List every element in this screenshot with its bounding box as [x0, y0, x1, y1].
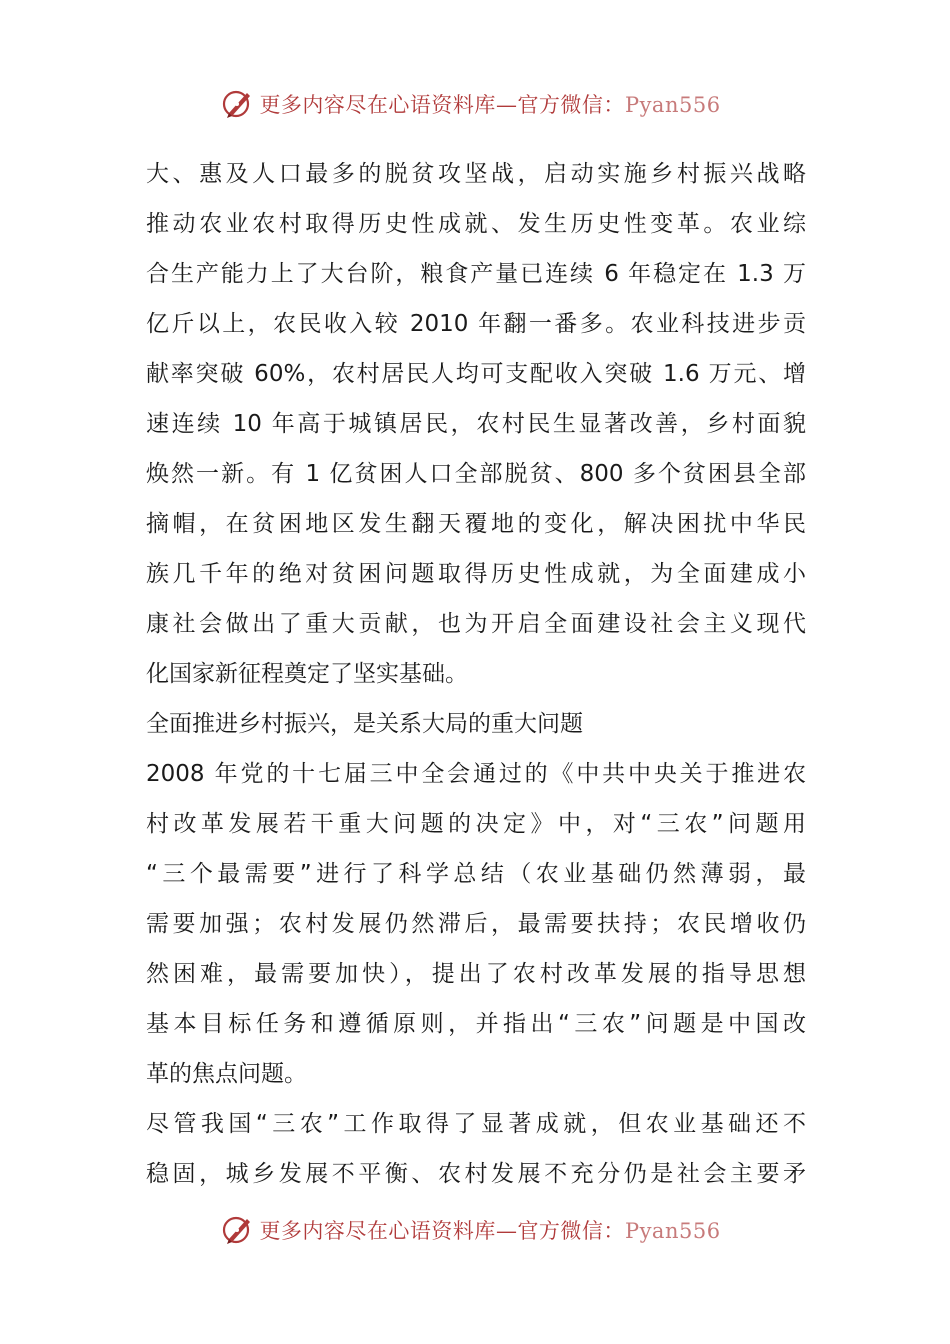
section-heading: 全面推进乡村振兴，是关系大局的重大问题 — [146, 711, 583, 737]
text-line: 康社会做出了重大贡献，也为开启全面建设社会主义现代 — [146, 611, 806, 637]
text-line: 摘帽，在贫困地区发生翻天覆地的变化，解决困扰中华民 — [146, 511, 806, 537]
text-line: 化国家新征程奠定了坚实基础。 — [146, 661, 468, 687]
text-line: 推动农业农村取得历史性成就、发生历史性变革。农业综 — [146, 211, 806, 237]
text-line: 基本目标任务和遵循原则，并指出“三农”问题是中国改 — [146, 1011, 806, 1037]
text-line: “三个最需要”进行了科学总结（农业基础仍然薄弱，最 — [146, 861, 806, 887]
text-line: 献率突破 60%，农村居民人均可支配收入突破 1.6 万元、增 — [146, 361, 806, 387]
text-line: 族几千年的绝对贫困问题取得历史性成就，为全面建成小 — [146, 561, 806, 587]
text-line: 焕然一新。有 1 亿贫困人口全部脱贫、800 多个贫困县全部 — [146, 461, 806, 487]
pen-logo-icon — [221, 1213, 255, 1247]
text-line: 需要加强；农村发展仍然滞后，最需要扶持；农民增收仍 — [146, 911, 806, 937]
pen-logo-icon — [221, 87, 255, 121]
text-line: 合生产能力上了大台阶，粮食产量已连续 6 年稳定在 1.3 万 — [146, 261, 806, 287]
text-line: 尽管我国“三农”工作取得了显著成就，但农业基础还不 — [146, 1111, 806, 1137]
header-watermark-banner — [0, 84, 950, 124]
header-watermark-text: 更多内容尽在心语资料库—官方微信：Pyan556 — [259, 93, 721, 117]
footer-watermark-banner — [0, 1210, 950, 1250]
text-line: 大、惠及人口最多的脱贫攻坚战，启动实施乡村振兴战略 — [146, 161, 806, 187]
text-line: 革的焦点问题。 — [146, 1061, 307, 1087]
document-body — [146, 149, 806, 1199]
text-line: 村改革发展若干重大问题的决定》中，对“三农”问题用 — [146, 811, 806, 837]
footer-watermark-text: 更多内容尽在心语资料库—官方微信：Pyan556 — [259, 1219, 721, 1243]
text-line: 2008 年党的十七届三中全会通过的《中共中央关于推进农 — [146, 761, 806, 787]
text-line: 速连续 10 年高于城镇居民，农村民生显著改善，乡村面貌 — [146, 411, 806, 437]
text-line: 亿斤以上，农民收入较 2010 年翻一番多。农业科技进步贡 — [146, 311, 806, 337]
text-line: 然困难，最需要加快），提出了农村改革发展的指导思想 — [146, 961, 806, 987]
text-line: 稳固，城乡发展不平衡、农村发展不充分仍是社会主要矛 — [146, 1161, 806, 1187]
